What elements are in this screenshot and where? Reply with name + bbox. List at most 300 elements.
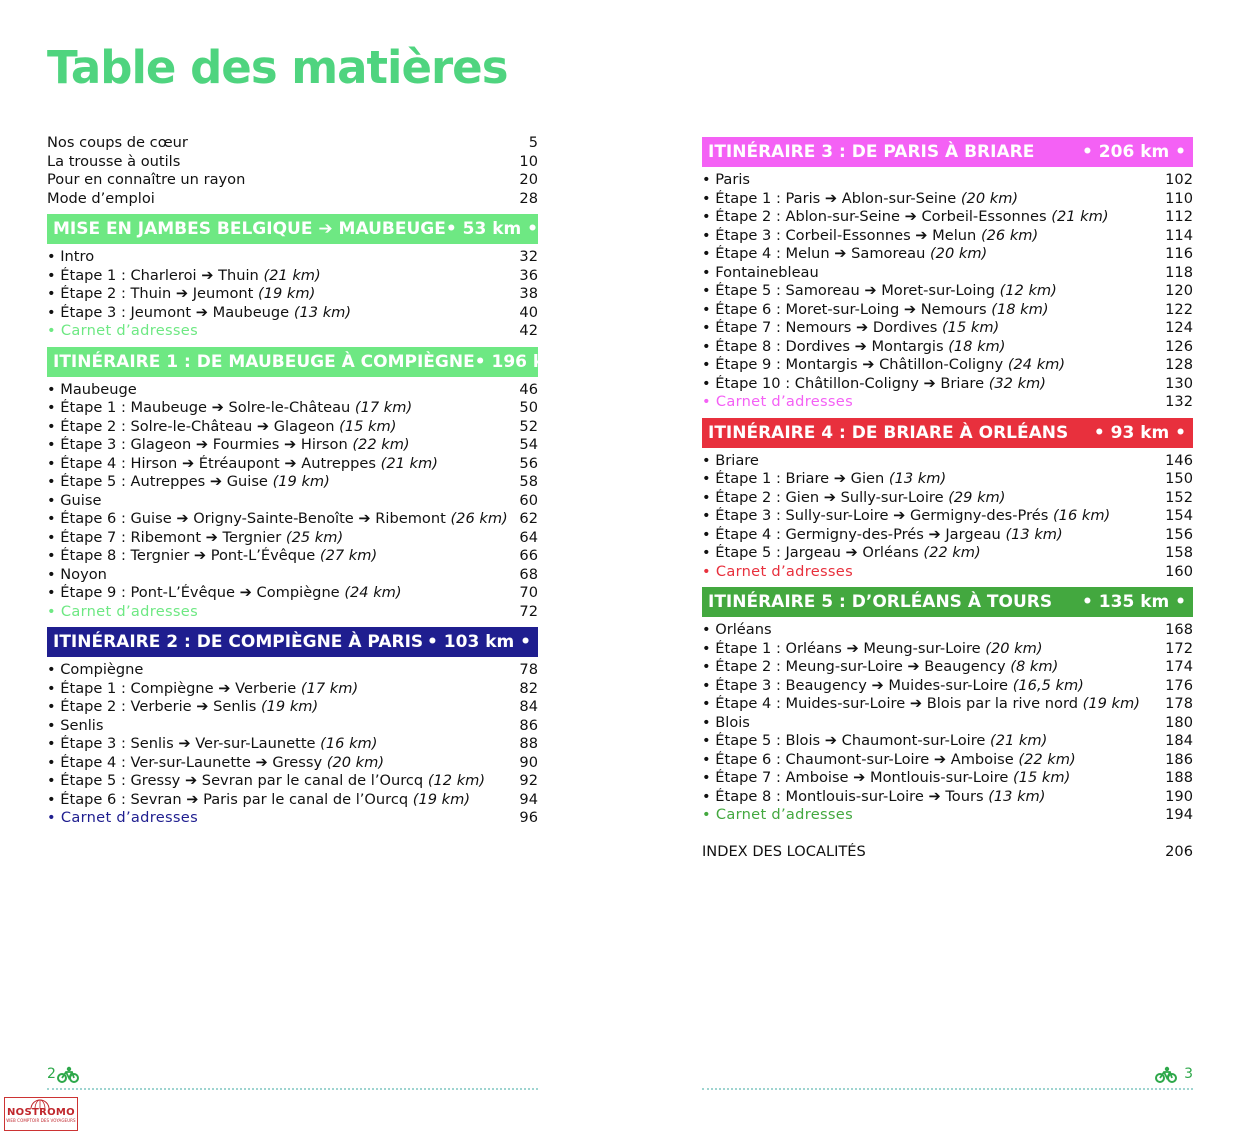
- entry-distance: (13 km): [988, 787, 1046, 805]
- entry-distance: (26 km): [450, 510, 508, 527]
- entry-page: 160: [1165, 562, 1193, 580]
- entry-page: 194: [1165, 806, 1193, 823]
- entry-distance: (29 km): [948, 488, 1006, 506]
- entry-page: 66: [519, 547, 538, 564]
- entry-text: • Étape 3 : Beaugency ➔ Muides-sur-Loire: [702, 676, 1013, 694]
- toc-entry[interactable]: [47, 304, 538, 323]
- logo-name: NOSTROMO: [7, 1107, 75, 1118]
- toc-entry[interactable]: [47, 717, 538, 736]
- entry-distance: (21 km): [263, 266, 321, 284]
- entry-page: 64: [519, 528, 538, 546]
- entry-label: [47, 603, 198, 622]
- entry-label: [47, 381, 137, 400]
- toc-entry[interactable]: [702, 640, 1193, 659]
- entry-page: 114: [1165, 226, 1193, 244]
- toc-entry[interactable]: [702, 751, 1193, 770]
- entry-distance: (19 km): [412, 790, 471, 808]
- entry-page: 32: [519, 248, 538, 265]
- entry-label: [702, 695, 1140, 714]
- toc-entry[interactable]: [47, 510, 538, 529]
- section-title: ITINÉRAIRE 1 : DE MAUBEUGE À COMPIÈGNE: [53, 351, 475, 372]
- entry-text: • Senlis: [47, 716, 104, 734]
- toc-entry[interactable]: [47, 529, 538, 548]
- toc-entry[interactable]: [47, 381, 538, 400]
- toc-entry[interactable]: [702, 208, 1193, 227]
- entry-page: 176: [1165, 676, 1193, 694]
- entry-page: 10: [519, 152, 538, 170]
- entry-text: • Étape 7 : Nemours ➔ Dordives: [702, 319, 942, 336]
- entry-distance: (22 km): [1018, 750, 1076, 768]
- footer-divider: [47, 1088, 538, 1090]
- section-distance: • 135 km •: [1082, 592, 1186, 612]
- entry-label: [702, 190, 1018, 209]
- entry-text: • Étape 1 : Compiègne ➔ Verberie: [47, 679, 301, 697]
- toc-entry[interactable]: [47, 680, 538, 699]
- entry-distance: (15 km): [941, 319, 1000, 336]
- entry-label: [702, 356, 1065, 375]
- entry-text: • Étape 3 : Glageon ➔ Fourmies ➔ Hirson: [47, 436, 353, 453]
- toc-entry[interactable]: [702, 227, 1193, 246]
- entry-distance: (16 km): [1052, 507, 1111, 524]
- entry-page: 132: [1165, 393, 1193, 410]
- page-number-right: 3: [1184, 1066, 1193, 1082]
- intro-entry[interactable]: [47, 171, 538, 190]
- toc-entry[interactable]: [47, 267, 538, 286]
- toc-entry[interactable]: [702, 489, 1193, 508]
- toc-entry[interactable]: [702, 190, 1193, 209]
- entry-distance: (15 km): [1013, 769, 1071, 786]
- entry-text: • Étape 4 : Ver-sur-Launette ➔ Gressy: [47, 753, 327, 771]
- toc-entry[interactable]: [702, 171, 1193, 190]
- intro-entry[interactable]: [47, 190, 538, 209]
- entry-page: 130: [1165, 374, 1193, 392]
- entry-page: 172: [1165, 639, 1193, 657]
- footer-right: [702, 1066, 1193, 1090]
- entry-distance: (19 km): [258, 285, 316, 302]
- entry-label: [702, 227, 1038, 246]
- entry-label: Mode d’emploi: [47, 189, 155, 207]
- entry-page: 5: [528, 134, 538, 151]
- page-title: Table des matières: [47, 41, 508, 94]
- entry-distance: (25 km): [285, 528, 344, 546]
- entry-text: • Étape 6 : Chaumont-sur-Loire ➔ Amboise: [702, 750, 1019, 768]
- carnet-entry[interactable]: [47, 603, 538, 622]
- entry-page: 92: [519, 772, 538, 789]
- entry-page: 72: [519, 602, 538, 620]
- bicycle-icon: [1155, 1066, 1177, 1088]
- entry-text: • Étape 6 : Guise ➔ Origny-Sainte-Benoîte ➔ Ribemont: [47, 510, 451, 527]
- entry-text: • Blois: [702, 713, 750, 731]
- entry-label: [702, 393, 853, 412]
- entry-label: [702, 375, 1046, 394]
- toc-entry[interactable]: [47, 492, 538, 511]
- entry-page: 94: [519, 790, 538, 808]
- section-distance: • 196 km •: [474, 351, 579, 372]
- carnet-entry[interactable]: [47, 322, 538, 341]
- toc-entry[interactable]: [702, 507, 1193, 526]
- nostromo-logo: [4, 1097, 78, 1131]
- entry-distance: (19 km): [272, 473, 330, 490]
- entry-label: [702, 452, 759, 471]
- entry-distance: (24 km): [1007, 356, 1066, 373]
- entry-page: 178: [1165, 695, 1193, 712]
- toc-entry[interactable]: [47, 584, 538, 603]
- entry-page: 122: [1165, 300, 1193, 318]
- entry-page: 78: [519, 661, 538, 678]
- entry-distance: (26 km): [980, 226, 1039, 244]
- toc-entry[interactable]: [47, 698, 538, 717]
- toc-right-column: [702, 137, 1193, 861]
- entry-page: 186: [1165, 750, 1193, 768]
- entry-text: • Maubeuge: [47, 380, 137, 398]
- toc-entry[interactable]: [47, 399, 538, 418]
- toc-entry[interactable]: [47, 661, 538, 680]
- toc-entry[interactable]: [702, 526, 1193, 545]
- entry-text: • Noyon: [47, 565, 107, 583]
- entry-distance: (13 km): [293, 303, 352, 321]
- intro-entry[interactable]: [47, 153, 538, 172]
- toc-entry[interactable]: [47, 436, 538, 455]
- entry-text: • Briare: [702, 451, 759, 469]
- entry-text: • Carnet d’adresses: [702, 562, 853, 580]
- entry-label: [702, 714, 750, 733]
- section-header[interactable]: [702, 418, 1193, 448]
- toc-entry[interactable]: [702, 732, 1193, 751]
- entry-distance: (22 km): [352, 436, 410, 453]
- entry-label: [702, 640, 1043, 659]
- entry-page: 184: [1165, 732, 1193, 749]
- entry-distance: (21 km): [990, 732, 1048, 749]
- entry-page: 60: [519, 491, 538, 509]
- entry-distance: (17 km): [354, 399, 413, 416]
- toc-entry[interactable]: [47, 772, 538, 791]
- entry-page: 70: [519, 584, 538, 601]
- entry-text: • Étape 8 : Dordives ➔ Montargis: [702, 337, 949, 355]
- toc-entry[interactable]: [47, 754, 538, 773]
- entry-page: 50: [519, 399, 538, 416]
- entry-label: [47, 584, 402, 603]
- entry-distance: (21 km): [380, 454, 438, 472]
- entry-label: [47, 510, 508, 529]
- section-title: ITINÉRAIRE 2 : DE COMPIÈGNE À PARIS: [53, 632, 424, 652]
- entry-text: • Étape 3 : Sully-sur-Loire ➔ Germigny-des-Prés: [702, 507, 1053, 524]
- entry-label: [47, 304, 351, 323]
- entry-text: • Étape 10 : Châtillon-Coligny ➔ Briare: [702, 374, 989, 392]
- entry-text: • Étape 3 : Jeumont ➔ Maubeuge: [47, 303, 294, 321]
- toc-entry[interactable]: [702, 375, 1193, 394]
- entry-label: [47, 809, 198, 828]
- entry-page: 84: [519, 698, 538, 715]
- toc-entry[interactable]: [47, 566, 538, 585]
- entry-page: 188: [1165, 769, 1193, 786]
- section-title: ITINÉRAIRE 5 : D’ORLÉANS À TOURS: [708, 592, 1053, 612]
- entry-distance: (16,5 km): [1012, 676, 1084, 694]
- entry-label: [702, 470, 946, 489]
- entry-text: • Étape 1 : Paris ➔ Ablon-sur-Seine: [702, 189, 961, 207]
- entry-label: Nos coups de cœur: [47, 134, 188, 151]
- entry-label: [702, 544, 981, 563]
- toc-entry[interactable]: [47, 791, 538, 810]
- footer-divider: [702, 1088, 1193, 1090]
- entry-text: • Compiègne: [47, 661, 144, 678]
- entry-page: 42: [519, 322, 538, 339]
- entry-label: [47, 285, 315, 304]
- section-title: ITINÉRAIRE 4 : DE BRIARE À ORLÉANS: [708, 422, 1069, 443]
- toc-entry[interactable]: [47, 455, 538, 474]
- entry-page: 58: [519, 473, 538, 490]
- right-sections: [702, 137, 1193, 825]
- entry-distance: (17 km): [300, 679, 359, 697]
- entry-page: 118: [1165, 263, 1193, 281]
- entry-distance: (19 km): [260, 698, 319, 715]
- toc-entry[interactable]: [47, 473, 538, 492]
- entry-page: 124: [1165, 319, 1193, 336]
- toc-left-column: [47, 134, 579, 828]
- toc-entry[interactable]: [702, 714, 1193, 733]
- entry-text: • Étape 3 : Corbeil-Essonnes ➔ Melun: [702, 226, 981, 244]
- entry-page: 156: [1165, 525, 1193, 543]
- entry-distance: (12 km): [999, 282, 1057, 299]
- entry-page: 180: [1165, 713, 1193, 731]
- entry-label: [47, 492, 101, 511]
- entry-distance: (22 km): [923, 544, 981, 561]
- entry-text: • Étape 5 : Autreppes ➔ Guise: [47, 473, 273, 490]
- entry-text: • Étape 2 : Ablon-sur-Seine ➔ Corbeil-Essonnes: [702, 208, 1052, 225]
- entry-page: 112: [1165, 208, 1193, 225]
- toc-entry[interactable]: [47, 418, 538, 437]
- entry-page: 96: [519, 809, 538, 826]
- entry-page: 158: [1165, 544, 1193, 561]
- toc-entry[interactable]: [702, 470, 1193, 489]
- toc-entry[interactable]: [702, 356, 1193, 375]
- toc-entry[interactable]: [702, 282, 1193, 301]
- entry-label: [702, 677, 1084, 696]
- left-sections: [47, 214, 579, 828]
- entry-distance: (15 km): [339, 417, 397, 435]
- entry-label: [47, 529, 343, 548]
- entry-text: • Étape 5 : Blois ➔ Chaumont-sur-Loire: [702, 732, 991, 749]
- entry-label: [702, 338, 1005, 357]
- entry-page: 56: [519, 454, 538, 472]
- toc-entry[interactable]: [702, 788, 1193, 807]
- entry-text: • Étape 2 : Thuin ➔ Jeumont: [47, 285, 259, 302]
- entry-label: [47, 248, 94, 267]
- section-distance: • 103 km •: [427, 632, 531, 652]
- entry-page: 38: [519, 285, 538, 302]
- entry-text: • Étape 4 : Germigny-des-Prés ➔ Jargeau: [702, 525, 1006, 543]
- entry-text: • Étape 1 : Orléans ➔ Meung-sur-Loire: [702, 639, 986, 657]
- entry-text: • Étape 6 : Sevran ➔ Paris par le canal de l’Ourcq: [47, 790, 413, 808]
- section-header[interactable]: [702, 587, 1193, 617]
- section-header[interactable]: [702, 137, 1193, 167]
- entry-text: • Étape 4 : Muides-sur-Loire ➔ Blois par la rive nord: [702, 695, 1083, 712]
- entry-distance: (24 km): [344, 584, 402, 601]
- entry-page: 88: [519, 735, 538, 752]
- toc-section: [702, 418, 1193, 582]
- entry-label: [47, 418, 396, 437]
- entry-page: 128: [1165, 356, 1193, 373]
- toc-entry[interactable]: [47, 547, 538, 566]
- section-header[interactable]: [47, 214, 538, 244]
- section-title: ITINÉRAIRE 3 : DE PARIS À BRIARE: [708, 142, 1035, 162]
- entry-label: [702, 245, 987, 264]
- entry-text: • Étape 4 : Melun ➔ Samoreau: [702, 245, 930, 262]
- entry-label: [47, 791, 470, 810]
- section-distance: • 206 km •: [1082, 142, 1186, 162]
- entry-distance: (16 km): [320, 735, 378, 752]
- entry-label: [47, 436, 410, 455]
- entry-page: 46: [519, 380, 538, 398]
- carnet-entry[interactable]: [702, 393, 1193, 412]
- entry-label: [47, 735, 377, 754]
- entry-label: Pour en connaître un rayon: [47, 171, 246, 188]
- entry-page: 52: [519, 417, 538, 435]
- toc-entry[interactable]: [47, 285, 538, 304]
- entry-distance: (21 km): [1051, 208, 1109, 225]
- entry-label: [702, 208, 1109, 227]
- toc-entry[interactable]: [702, 245, 1193, 264]
- index-page: 206: [1165, 842, 1193, 860]
- entry-label: [702, 658, 1058, 677]
- entry-label: [702, 507, 1110, 526]
- entry-distance: (20 km): [985, 639, 1043, 657]
- entry-page: 90: [519, 753, 538, 771]
- intro-list: [47, 134, 538, 208]
- toc-entry[interactable]: [702, 452, 1193, 471]
- toc-entry[interactable]: [702, 658, 1193, 677]
- toc-entry[interactable]: [47, 248, 538, 267]
- entry-label: [702, 319, 999, 338]
- section-distance: • 93 km •: [1093, 422, 1186, 443]
- toc-entry[interactable]: [702, 319, 1193, 338]
- toc-entry[interactable]: [702, 544, 1193, 563]
- entry-distance: (18 km): [948, 337, 1006, 355]
- entry-label: [47, 754, 384, 773]
- index-entry[interactable]: [702, 843, 1193, 862]
- entry-label: [47, 322, 198, 341]
- entry-page: 120: [1165, 282, 1193, 299]
- entry-label: [702, 621, 772, 640]
- entry-page: 190: [1165, 787, 1193, 805]
- entry-label: [47, 455, 438, 474]
- entry-label: [47, 772, 485, 791]
- section-header[interactable]: [47, 347, 579, 377]
- entry-label: [702, 489, 1005, 508]
- toc-entry[interactable]: [702, 695, 1193, 714]
- entry-text: • Étape 3 : Senlis ➔ Ver-sur-Launette: [47, 735, 321, 752]
- toc-entry[interactable]: [702, 677, 1193, 696]
- entry-page: 68: [519, 565, 538, 583]
- carnet-entry[interactable]: [702, 563, 1193, 582]
- entry-distance: (20 km): [960, 189, 1019, 207]
- entry-text: • Étape 8 : Montlouis-sur-Loire ➔ Tours: [702, 787, 989, 805]
- entry-text: • Étape 8 : Tergnier ➔ Pont-L’Évêque: [47, 547, 320, 564]
- toc-entry[interactable]: [702, 338, 1193, 357]
- section-title: MISE EN JAMBES BELGIQUE ➔ MAUBEUGE: [53, 219, 446, 239]
- entry-page: 110: [1165, 189, 1193, 207]
- index-label: INDEX DES LOCALITÉS: [702, 842, 866, 860]
- entry-page: 126: [1165, 337, 1193, 355]
- section-header[interactable]: [47, 627, 538, 657]
- entry-distance: (18 km): [991, 300, 1049, 318]
- entry-page: 168: [1165, 621, 1193, 638]
- entry-text: • Étape 1 : Maubeuge ➔ Solre-le-Château: [47, 399, 355, 416]
- toc-section: [47, 347, 579, 622]
- carnet-entry[interactable]: [702, 806, 1193, 825]
- entry-distance: (32 km): [988, 374, 1046, 392]
- entry-text: • Étape 7 : Amboise ➔ Montlouis-sur-Loire: [702, 769, 1014, 786]
- entry-page: 146: [1165, 451, 1193, 469]
- entry-text: • Étape 2 : Solre-le-Château ➔ Glageon: [47, 417, 340, 435]
- entry-text: • Étape 4 : Hirson ➔ Étréaupont ➔ Autreppes: [47, 454, 381, 472]
- entry-label: [702, 751, 1076, 770]
- toc-entry[interactable]: [702, 301, 1193, 320]
- entry-page: 36: [519, 266, 538, 284]
- entry-label: [47, 566, 107, 585]
- entry-label: [702, 732, 1047, 751]
- entry-distance: (12 km): [427, 772, 486, 789]
- entry-text: • Étape 6 : Moret-sur-Loing ➔ Nemours: [702, 300, 992, 318]
- entry-page: 86: [519, 716, 538, 734]
- entry-page: 28: [519, 189, 538, 207]
- entry-label: [702, 806, 853, 825]
- entry-text: • Étape 5 : Samoreau ➔ Moret-sur-Loing: [702, 282, 1000, 299]
- entry-label: La trousse à outils: [47, 152, 181, 170]
- entry-distance: (19 km): [1082, 695, 1140, 712]
- entry-text: • Carnet d’adresses: [702, 393, 853, 410]
- entry-label: [702, 788, 1045, 807]
- carnet-entry[interactable]: [47, 809, 538, 828]
- toc-entry[interactable]: [702, 621, 1193, 640]
- entry-page: 62: [519, 510, 538, 527]
- entry-label: [47, 473, 330, 492]
- entry-label: [702, 769, 1070, 788]
- entry-distance: (13 km): [888, 470, 947, 487]
- toc-entry[interactable]: [702, 769, 1193, 788]
- entry-page: 152: [1165, 488, 1193, 506]
- entry-page: 40: [519, 303, 538, 321]
- globe-icon: [30, 1099, 50, 1109]
- entry-text: • Orléans: [702, 621, 772, 638]
- entry-text: • Paris: [702, 171, 750, 188]
- toc-entry[interactable]: [702, 264, 1193, 283]
- toc-section: [702, 587, 1193, 825]
- entry-text: • Étape 7 : Ribemont ➔ Tergnier: [47, 528, 286, 546]
- toc-entry[interactable]: [47, 735, 538, 754]
- entry-text: • Étape 2 : Meung-sur-Loire ➔ Beaugency: [702, 658, 1011, 675]
- entry-label: [702, 301, 1049, 320]
- entry-text: • Étape 2 : Gien ➔ Sully-sur-Loire: [702, 488, 949, 506]
- logo-tagline: WEB COMPTOIR DES VOYAGEURS: [6, 1118, 76, 1123]
- entry-label: [702, 526, 1063, 545]
- section-distance: • 53 km •: [445, 219, 539, 239]
- entry-distance: (20 km): [929, 245, 988, 262]
- page-number-left: 2: [47, 1066, 56, 1082]
- entry-text: • Carnet d’adresses: [702, 806, 853, 823]
- entry-text: • Guise: [47, 491, 102, 509]
- footer-left: [47, 1066, 538, 1090]
- intro-entry[interactable]: [47, 134, 538, 153]
- bicycle-icon: [57, 1066, 79, 1088]
- entry-text: • Fontainebleau: [702, 263, 819, 281]
- toc-section: [47, 627, 538, 828]
- entry-page: 150: [1165, 470, 1193, 487]
- entry-page: 102: [1165, 171, 1193, 188]
- entry-label: [47, 267, 321, 286]
- entry-label: [47, 399, 412, 418]
- entry-text: • Étape 5 : Jargeau ➔ Orléans: [702, 544, 924, 561]
- entry-page: 116: [1165, 245, 1193, 262]
